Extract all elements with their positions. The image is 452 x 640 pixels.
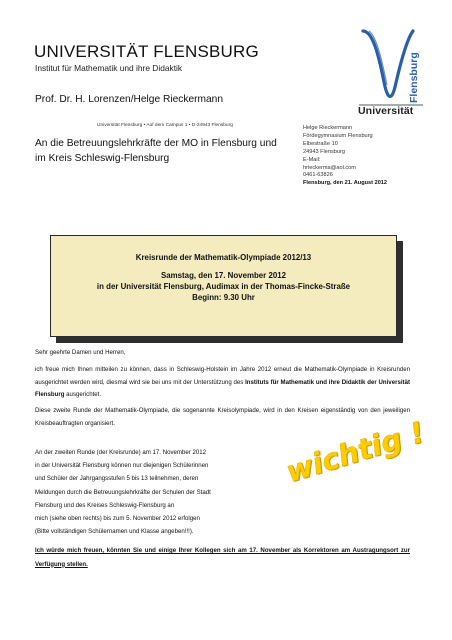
paragraph-intro-text: ich freue mich Ihnen mitteilen zu können, dass in Schleswig-Holstein im Jahre 2012 erneut die Mathematik-Olympiade in Kreisrunden ausgerichtet werden wird, diesmal wird sie bei uns mit der Unterstützung des xyxy=(35,366,410,386)
registration-line: (Bitte vollständigen Schülernamen und Klasse angeben!!!). xyxy=(35,528,194,536)
registration-line: mich (siehe oben rechts) bis zum 5. November 2012 erfolgen xyxy=(35,515,200,523)
university-name: UNIVERSITÄT FLENSBURG xyxy=(34,42,259,61)
sender-phone: 0461-63826 xyxy=(303,172,333,179)
return-address-line: Universität Flensburg • Auf dem Campus 1 • D-24943 Flensburg xyxy=(97,123,233,128)
recipient-block: An die Betreuungslehrkräfte der MO in Flensburg und im Kreis Schleswig-Flensburg xyxy=(35,138,277,164)
notice-title: Kreisrunde der Mathematik-Olympiade 2012/13 xyxy=(135,253,312,262)
wichtig-stamp: wichtig ! xyxy=(282,414,429,489)
institute-name: Institut für Mathematik und ihre Didaktik xyxy=(35,63,183,73)
sender-block xyxy=(303,125,387,188)
registration-line: in der Universität Flensburg können nur diejenigen Schülerinnen xyxy=(35,462,209,470)
notice-start-time: Beginn: 9.30 Uhr xyxy=(192,293,255,302)
sender-email: hrieckerma@aol.com xyxy=(303,164,356,171)
university-logo-icon xyxy=(357,27,425,113)
paragraph-kreisolympiade: Diese zweite Runde der Mathematik-Olympiade, die sogenannte Kreisolympiade, wird in den Kreisen eigenständig von den jeweiligen Kreisbeauftragten organisiert. xyxy=(35,407,410,427)
registration-line: und Schüler der Jahrgangsstufen 5 bis 13 teilnehmen, deren xyxy=(35,475,199,483)
sender-line: 24943 Flensburg xyxy=(303,148,345,155)
logo-flensburg-vertical: Flensburg xyxy=(408,52,420,103)
paragraph-correctors-request: Ich würde mich freuen, könnten Sie und einige Ihrer Kollegen sich am 17. November als Korrektoren am Austragungsort zur Verfügung stellen. xyxy=(35,547,410,568)
notice-location: in der Universität Flensburg, Audimax in der Thomas-Fincke-Straße xyxy=(96,282,351,291)
event-notice-box xyxy=(50,235,397,337)
logo-universitaet-word: Universität xyxy=(358,105,414,117)
registration-line: An der zweiten Runde (der Kreisrunde) am 17. November 2012 xyxy=(35,449,207,456)
sender-line: Elbestraße 10 xyxy=(303,140,338,147)
sender-line: Helge Rieckermann xyxy=(303,125,353,131)
registration-line: Meldungen durch die Betreuungslehrkräfte der Schulen der Stadt xyxy=(35,488,211,496)
institute-bold-text: Instituts für Mathematik und ihre Didaktik der Universität Flensburg xyxy=(35,378,410,399)
sender-line: E-Mail: xyxy=(303,156,321,163)
registration-line: Flensburg und des Kreises Schleswig-Flensburg an xyxy=(35,501,175,509)
sender-line: Fördegymnasium Flensburg xyxy=(303,132,373,139)
paragraph-intro xyxy=(35,364,410,402)
greeting: Sehr geehrte Damen und Herren, xyxy=(35,349,126,356)
professors-line: Prof. Dr. H. Lorenzen/Helge Rieckermann xyxy=(35,94,223,105)
notice-date: Samstag, den 17. November 2012 xyxy=(161,271,286,280)
letter-date: Flensburg, den 21. August 2012 xyxy=(303,180,388,187)
paragraph-intro-end: ausgerichtet. xyxy=(64,391,102,399)
